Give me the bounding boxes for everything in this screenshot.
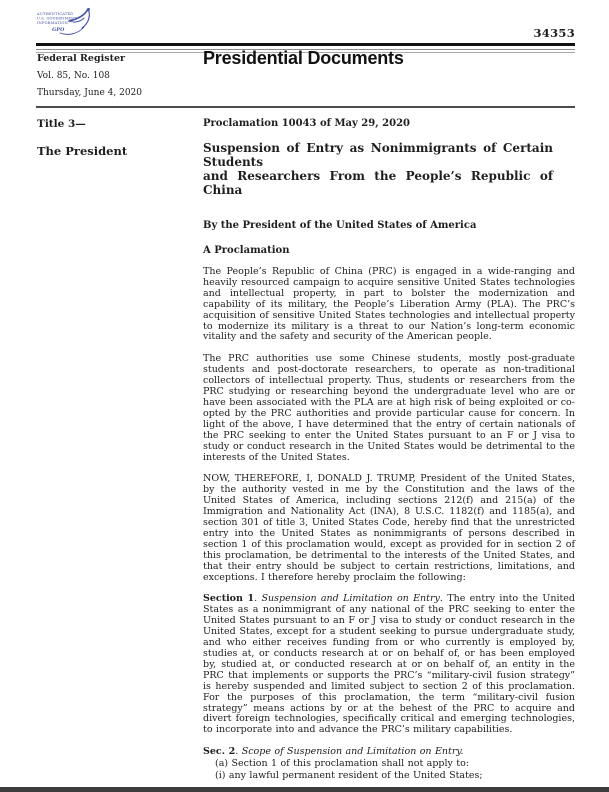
- title-3-label: Title 3—: [37, 118, 86, 130]
- paragraphs-container: [203, 267, 575, 782]
- masthead-left: [37, 53, 197, 98]
- text-run-italic: Suspension and Limitation on Entry: [261, 593, 440, 605]
- proclamation-number-line: Proclamation 10043 of May 29, 2020: [203, 118, 411, 129]
- seal-line-3: INFORMATION: [37, 21, 68, 25]
- publication-name: Federal Register: [37, 53, 126, 64]
- section-2-item-a: [203, 759, 575, 770]
- text-run: (a) Section 1 of this proclamation shall not apply to:: [215, 758, 470, 770]
- intro-paragraph-2: [203, 354, 575, 463]
- section-2-item-i: [203, 771, 575, 782]
- header-rule-thick: [36, 43, 575, 46]
- now-therefore-paragraph: [203, 474, 575, 583]
- gpo-authentication-seal: [36, 7, 100, 41]
- text-run-italic: Scope of Suspension and Limitation on Entry.: [241, 746, 464, 758]
- text-run: The People’s Republic of China (PRC) is engaged in a wide-ranging and heavily resourced campaign to acquire sensitive United States technologies and intellectual property, in part to bolster the modernization and capability of its military, the People’s Liberation Army (PLA). The PRC’s acquisition of sensitive United States technologies and intellectual property to modernize its military is a threat to our Nation’s long-term economic vitality and the safety and security of the American people.: [203, 266, 575, 343]
- text-run: . The entry into the United States as a nonimmigrant of any national of the PRC seeking to enter the United States pursuant to an F or J visa to study or conduct research in the United States, except for a student seeking to pursue undergraduate study, and who either receives funding from or who currently is employed by, studies at, or conducts research at or on behalf of, or has been employed by, studied at, or conducted research at or on behalf of, an entity in the PRC that implements or supports the PRC’s “military-civil fusion strategy” is hereby suspended and limited subject to section 2 of this proclamation. For the purposes of this proclamation, the term “military-civil fusion strategy” means actions by or at the behest of the PRC to acquire and divert foreign technologies, specifically critical and emerging technologies, to incorporate into and advance the PRC’s military capabilities.: [203, 593, 575, 736]
- proclamation-body: [203, 118, 575, 782]
- document-title-line: and Researchers From the People’s Republic of China: [203, 169, 553, 197]
- section-1-paragraph: [203, 594, 575, 736]
- document-title: [203, 141, 553, 197]
- page-number: 34353: [533, 26, 575, 40]
- text-run-bold: Sec. 2: [203, 746, 236, 758]
- section-title: Presidential Documents: [203, 48, 404, 68]
- text-run: (i) any lawful permanent resident of the United States;: [215, 770, 483, 782]
- seal-gpo-label: GPO: [52, 27, 65, 33]
- a-proclamation-heading: A Proclamation: [203, 245, 290, 256]
- section-2-heading: [203, 747, 575, 758]
- intro-paragraph-1: [203, 267, 575, 343]
- text-run: The PRC authorities use some Chinese students, mostly post-graduate students and post-doctorate researchers, to operate as non-traditional collectors of intellectual property. Thus, students or researchers from the PRC studying or researching beyond the undergraduate level who are or have been associated with the PLA are at high risk of being exploited or co-opted by the PRC authorities and provide particular cause for concern. In light of the above, I have determined that the entry of certain nationals of the PRC seeking to enter the United States pursuant to an F or J visa to study or conduct research in the United States would be detrimental to the interests of the United States.: [203, 353, 575, 463]
- byline: By the President of the United States of America: [203, 220, 477, 231]
- volume-line: Vol. 85, No. 108: [37, 71, 110, 81]
- seal-line-2: U.S. GOVERNMENT: [37, 16, 78, 21]
- text-run-bold: Section 1: [203, 593, 255, 605]
- viewport-bottom-edge: [0, 787, 609, 792]
- title-column: [37, 118, 187, 158]
- masthead-bottom-rule: [36, 106, 575, 108]
- date-line: Thursday, June 4, 2020: [37, 88, 142, 98]
- document-title-line: Suspension of Entry as Nonimmigrants of Certain Students: [203, 141, 553, 169]
- seal-line-1: AUTHENTICATED: [37, 12, 74, 16]
- the-president-label: The President: [37, 144, 128, 158]
- text-run: .: [254, 593, 262, 605]
- text-run: .: [235, 746, 242, 758]
- gpo-eagle-icon: [36, 7, 100, 41]
- text-run: NOW, THEREFORE, I, DONALD J. TRUMP, President of the United States, by the authority vested in me by the Constitution and the laws of the United States of America, including sections 212(f) and 215(a) of the Immigration and Nationality Act (INA), 8 U.S.C. 1182(f) and 1185(a), and section 301 of title 3, United States Code, hereby find that the unrestricted entry into the United States as nonimmigrants of persons described in section 1 of this proclamation would, except as provided for in section 2 of this proclamation, be detrimental to the interests of the United States, and that their entry should be subject to certain restrictions, limitations, and exceptions. I therefore hereby proclaim the following:: [203, 473, 575, 583]
